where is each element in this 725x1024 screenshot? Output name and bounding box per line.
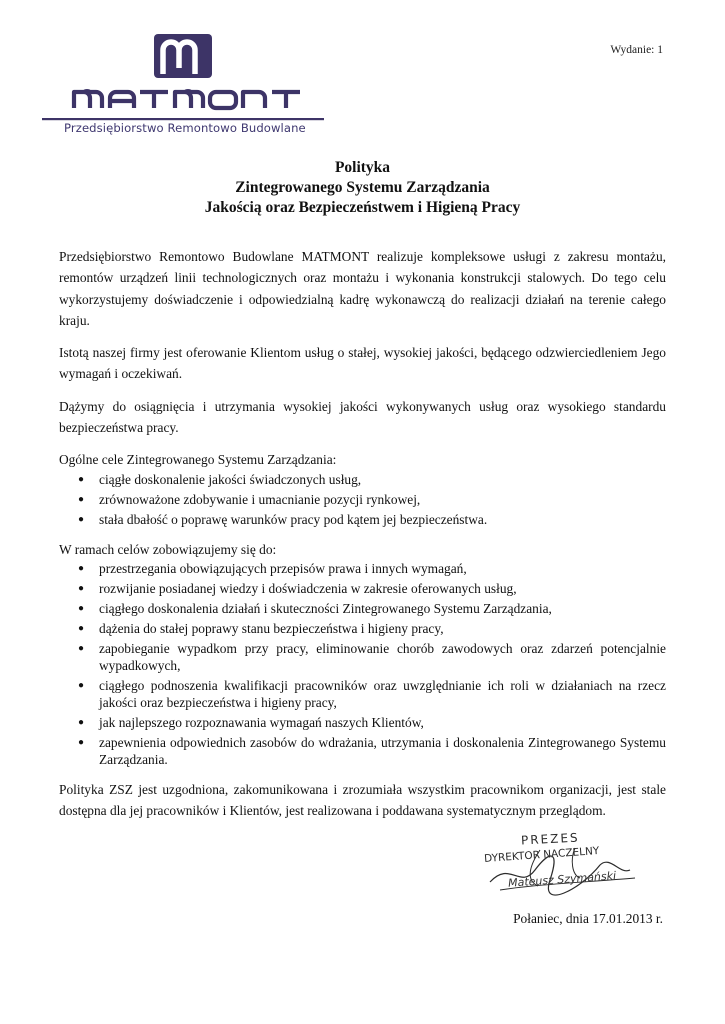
commitments-intro: W ramach celów zobowiązujemy się do: [59, 541, 277, 557]
paragraph-intro: Przedsiębiorstwo Remontowo Budowlane MATMONT realizuje kompleksowe usługi z zakresu montażu, remontów urządzeń linii technologicznych oraz montażu i wykonania konstrukcji stalowych. Do tego celu wykorzystujemy doświadczenie i odpowiedzialną kadrę wykonawczą do realizacji działań na terenie całego kraju. [59, 249, 666, 328]
list-item: ● przestrzegania obowiązujących przepisów prawa i innych wymagań, [78, 560, 467, 576]
bullet-icon: ● [78, 582, 85, 594]
stamp-title: PREZES [520, 830, 580, 848]
bullet-icon: ● [78, 622, 85, 634]
logo-subtitle: Przedsiębiorstwo Remontowo Budowlane [64, 121, 306, 135]
bullet-icon: ● [78, 562, 85, 574]
title-line-3: Jakością oraz Bezpieczeństwem i Higieną Pracy [204, 199, 521, 216]
commitments-list [59, 560, 666, 768]
place-and-date: Połaniec, dnia 17.01.2013 r. [513, 911, 663, 926]
list-item: ● zapobieganie wypadkom przy pracy, eliminowanie chorób zawodowych oraz zdarzeń potencjalnie wypadkowych, [78, 640, 666, 673]
list-item: ● ciągłego doskonalenia działań i skuteczności Zintegrowanego Systemu Zarządzania, [78, 600, 552, 616]
list-item: ● ciągłe doskonalenie jakości świadczonych usług, [78, 471, 362, 487]
bullet-icon: ● [78, 513, 85, 525]
edition-label: Wydanie: 1 [610, 44, 663, 56]
paragraph-aims: Dążymy do osiągnięcia i utrzymania wysokiej jakości wykonywanych usług oraz wysokiego standardu bezpieczeństwa pracy. [59, 398, 666, 436]
goals-intro: Ogólne cele Zintegrowanego Systemu Zarządzania: [59, 452, 337, 468]
stamp-position: DYREKTOR NACZELNY [483, 844, 600, 866]
bullet-icon: ● [78, 736, 85, 748]
list-item: ● stała dbałość o poprawę warunków pracy pod kątem jej bezpieczeństwa. [78, 511, 488, 527]
list-item: ● zrównoważone zdobywanie i umacnianie pozycji rynkowej, [78, 491, 421, 507]
paragraph-closing: Polityka ZSZ jest uzgodniona, zakomunikowana i zrozumiała wszystkim pracownikom organizacji, jest stale dostępna dla jej pracowników i Klientów, jest realizowana i poddawana systematycznym przeglądom. [59, 781, 666, 819]
bullet-icon: ● [78, 473, 85, 485]
bullet-icon: ● [78, 642, 85, 654]
title-line-1: Polityka [334, 159, 391, 176]
list-item: ● zapewnienia odpowiednich zasobów do wdrażania, utrzymania i doskonalenia Zintegrowanego Systemu Zarządzania. [78, 734, 666, 767]
bullet-icon: ● [78, 602, 85, 614]
bullet-icon: ● [78, 679, 85, 691]
bullet-icon: ● [78, 716, 85, 728]
stamp-name: Mateusz Szymański [507, 869, 617, 890]
policy-body [59, 246, 666, 822]
document-title [0, 158, 725, 218]
title-line-2: Zintegrowanego Systemu Zarządzania [235, 179, 490, 196]
list-item: ● jak najlepszego rozpoznawania wymagań naszych Klientów, [78, 714, 424, 730]
list-item: ● ciągłego podnoszenia kwalifikacji pracowników oraz uwzględnianie ich roli w działaniach na rzecz jakości oraz bezpieczeństwa i higieny pracy, [78, 677, 666, 710]
list-item: ● rozwijanie posiadanej wiedzy i doświadczenia w zakresie oferowanych usług, [78, 580, 517, 596]
logo-wordmark: MATMONT [183, 108, 189, 109]
bullet-icon: ● [78, 493, 85, 505]
list-item: ● dążenia do stałej poprawy stanu bezpieczeństwa i higieny pracy, [78, 620, 444, 636]
paragraph-essence: Istotą naszej firmy jest oferowanie Klientom usług o stałej, wysokiej jakości, będącego odzwierciedleniem Jego wymagań i oczekiwań. [59, 345, 666, 382]
goals-list [59, 471, 666, 528]
